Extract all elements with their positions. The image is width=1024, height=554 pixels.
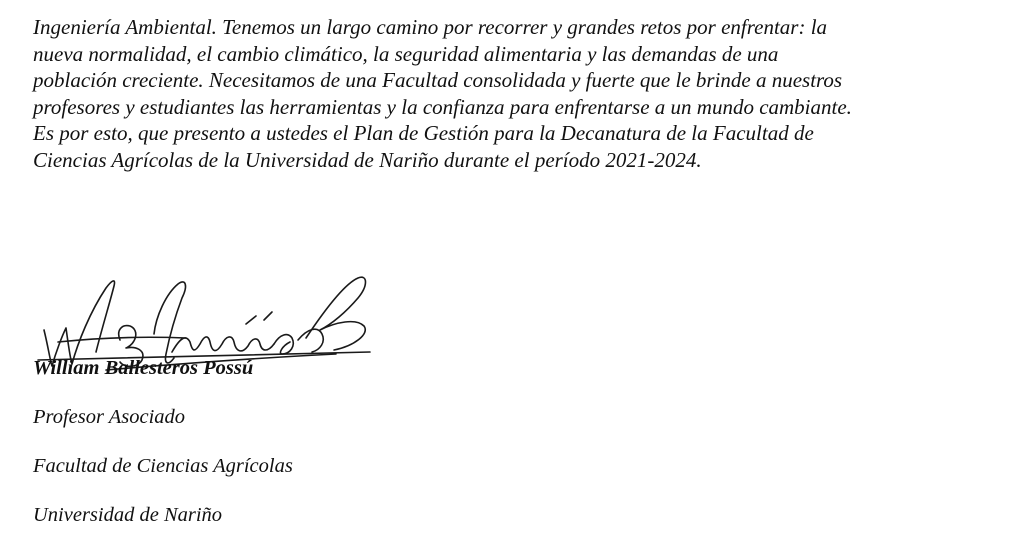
signer-name: William Ballesteros Possú bbox=[33, 357, 254, 379]
signer-faculty: Facultad de Ciencias Agrícolas bbox=[33, 455, 293, 477]
paragraph-line: población creciente. Necesitamos de una Facultad consolidada y fuerte que le brinde a nuestros bbox=[33, 68, 843, 92]
paragraph-line: profesores y estudiantes las herramientas y la confianza para enfrentarse a un mundo cambiante. bbox=[33, 94, 852, 119]
signer-block bbox=[33, 354, 293, 528]
paragraph-line: Ingeniería Ambiental. Tenemos un largo camino por recorrer y grandes retos por enfrentar: la bbox=[33, 15, 828, 39]
signer-title: Profesor Asociado bbox=[33, 406, 186, 428]
body-paragraph bbox=[33, 14, 1003, 173]
paragraph-line: nueva normalidad, el cambio climático, la seguridad alimentaria y las demandas de una bbox=[33, 41, 779, 66]
signer-university: Universidad de Nariño bbox=[33, 504, 223, 526]
paragraph-line: Ciencias Agrícolas de la Universidad de Nariño durante el período 2021-2024. bbox=[33, 147, 702, 172]
paragraph-line: Es por esto, que presento a ustedes el Plan de Gestión para la Decanatura de la Facultad de bbox=[33, 121, 814, 145]
